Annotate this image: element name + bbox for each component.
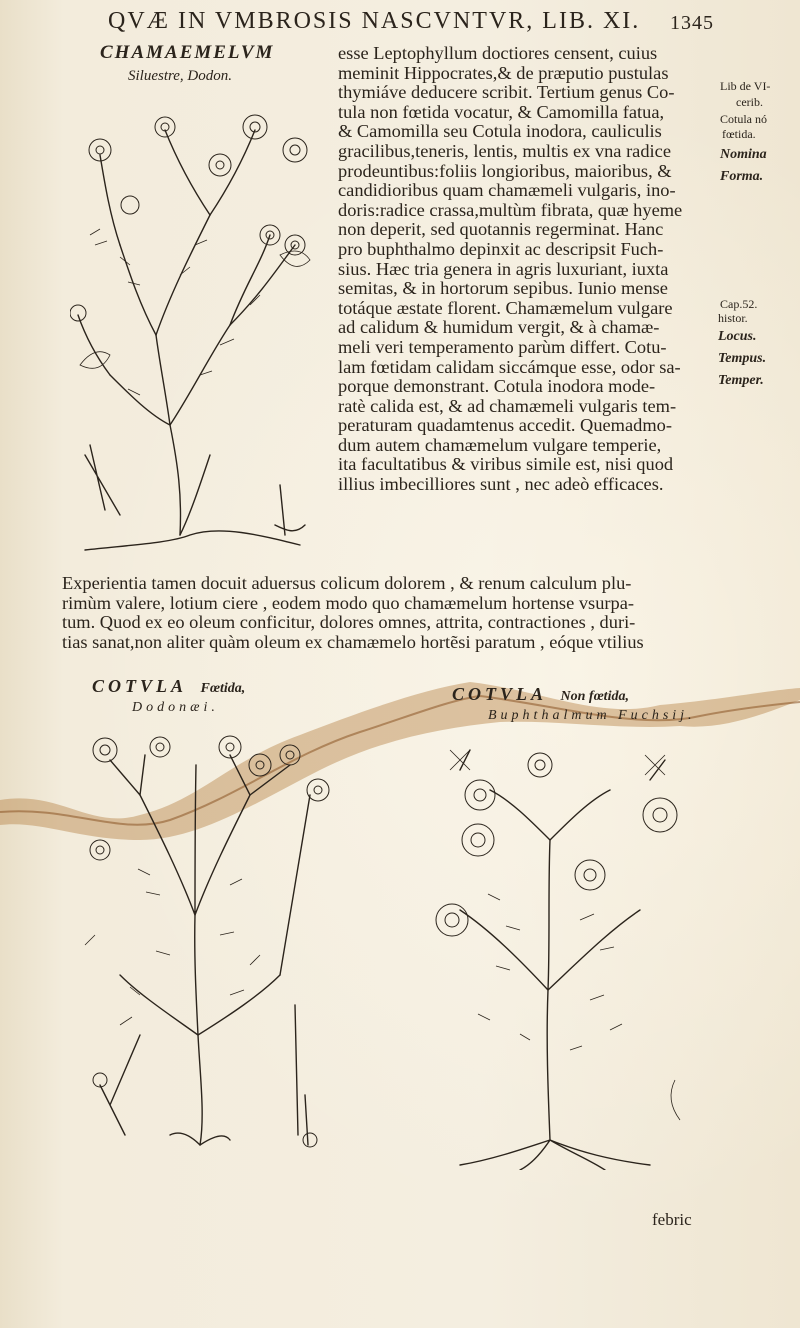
- margin-note: Lib de VI-: [720, 79, 771, 93]
- catchword: febric: [652, 1210, 692, 1229]
- text-line: Experientia tamen docuit aduersus colicum dolorem , & renum calculum plu-: [62, 574, 632, 593]
- right-plate-title-suffix: Non fœtida,: [560, 689, 629, 704]
- text-line: gracilibus,teneris, lentis, multis ex vna radice: [338, 141, 671, 161]
- text-line: esse Leptophyllum doctiores censent, cuius: [338, 44, 658, 63]
- top-plate-caption: [100, 42, 274, 85]
- text-line: tum. Quod ex eo oleum conficitur, dolores omnes, attrita, contractiones , duri-: [62, 613, 636, 633]
- text-line: porque demonstrant. Cotula inodora mode-: [338, 377, 656, 397]
- text-line: tula non fœtida vocatur, & Camomilla fatua,: [338, 102, 665, 122]
- text-line: lam fœtidam calidam siccámque esse, odor sa-: [338, 357, 681, 377]
- text-line: sius. Hæc tria genera in agris luxuriant, iuxta: [338, 259, 669, 279]
- text-line: ita facultatibus & viribus simile est, nisi quod: [338, 455, 674, 475]
- text-line: doris:radice crassa,multùm fibrata, quæ hyeme: [338, 200, 683, 220]
- page-number: 1345: [670, 12, 714, 34]
- margin-note: Cap.52.: [720, 297, 758, 311]
- text-line: pro buphthalmo depinxit ac descripsit Fuch-: [338, 239, 664, 259]
- text-line: ad calidum & humidum vergit, & à chamæ-: [338, 318, 660, 338]
- running-head-text: QVÆ IN VMBROSIS NASCVNTVR, LIB. XI.: [108, 8, 641, 34]
- cotula-foetida-woodcut: [80, 735, 340, 1155]
- margin-note: Temper.: [718, 373, 764, 388]
- top-plate-title: CHAMAEMELVM: [100, 42, 275, 63]
- left-plate-title: COTVLA: [92, 676, 187, 696]
- top-plate-subtitle: Siluestre, Dodon.: [128, 68, 233, 84]
- text-line: semitas, & in hortorum sepibus. Iunio mense: [338, 279, 668, 299]
- right-plate-subtitle: Buphthalmum Fuchsij.: [488, 708, 696, 723]
- text-line: peraturam quadamtenus accedit. Quemadmo-: [338, 416, 672, 436]
- running-head: [108, 8, 798, 38]
- body-text-wide: [62, 574, 714, 652]
- margin-note: Nomina: [720, 147, 767, 162]
- text-line: thymiáve deducere scribit. Tertium genus Co-: [338, 83, 675, 103]
- margin-note: histor.: [718, 311, 748, 325]
- text-line: meminit Hippocrates,& de præputio pustulas: [338, 63, 669, 83]
- margin-note: cerib.: [736, 95, 763, 109]
- margin-note: fœtida.: [722, 127, 756, 141]
- text-line: candidioribus quam chamæmeli vulgaris, ino-: [338, 181, 676, 201]
- margin-note: Locus.: [718, 329, 757, 344]
- text-line: meli veri temperamento parùm differt. Cotu-: [338, 337, 667, 357]
- body-text-narrow: [338, 44, 706, 495]
- text-line: illius imbecilliores sunt , nec adeò efficaces.: [338, 475, 664, 495]
- left-plate-title-suffix: Fœtida,: [200, 681, 246, 696]
- margin-note: Forma.: [720, 169, 764, 184]
- text-line: totáque æstate florent. Chamæmelum vulgare: [338, 298, 673, 318]
- chamaemelum-woodcut: [70, 95, 330, 565]
- text-line: & Camomilla seu Cotula inodora, cauliculis: [338, 122, 662, 142]
- text-line: ratè calida est, & ad chamæmeli vulgaris tem-: [338, 396, 677, 416]
- right-plate-title: COTVLA: [452, 684, 547, 704]
- text-line: rimùm valere, lotium ciere , eodem modo quo chamæmelum hortense vsurpa-: [62, 593, 634, 613]
- cotula-non-foetida-woodcut: [430, 740, 690, 1170]
- margin-note: Tempus.: [718, 351, 767, 366]
- right-plate-caption: [452, 684, 696, 724]
- left-plate-caption: [92, 676, 245, 716]
- text-line: dum autem chamæmelum vulgare temperie,: [338, 435, 662, 455]
- text-line: prodeuntibus:foliis longioribus, maioribus, &: [338, 161, 672, 181]
- left-plate-subtitle: Dodonæi.: [132, 700, 219, 715]
- text-line: non deperit, sed quotannis regerminat. Hanc: [338, 220, 664, 240]
- margin-note: Cotula nó: [720, 112, 767, 126]
- text-line: tias sanat,non aliter quàm oleum ex chamæmelo hortẽsi paratum , eóque vtilius: [62, 632, 644, 652]
